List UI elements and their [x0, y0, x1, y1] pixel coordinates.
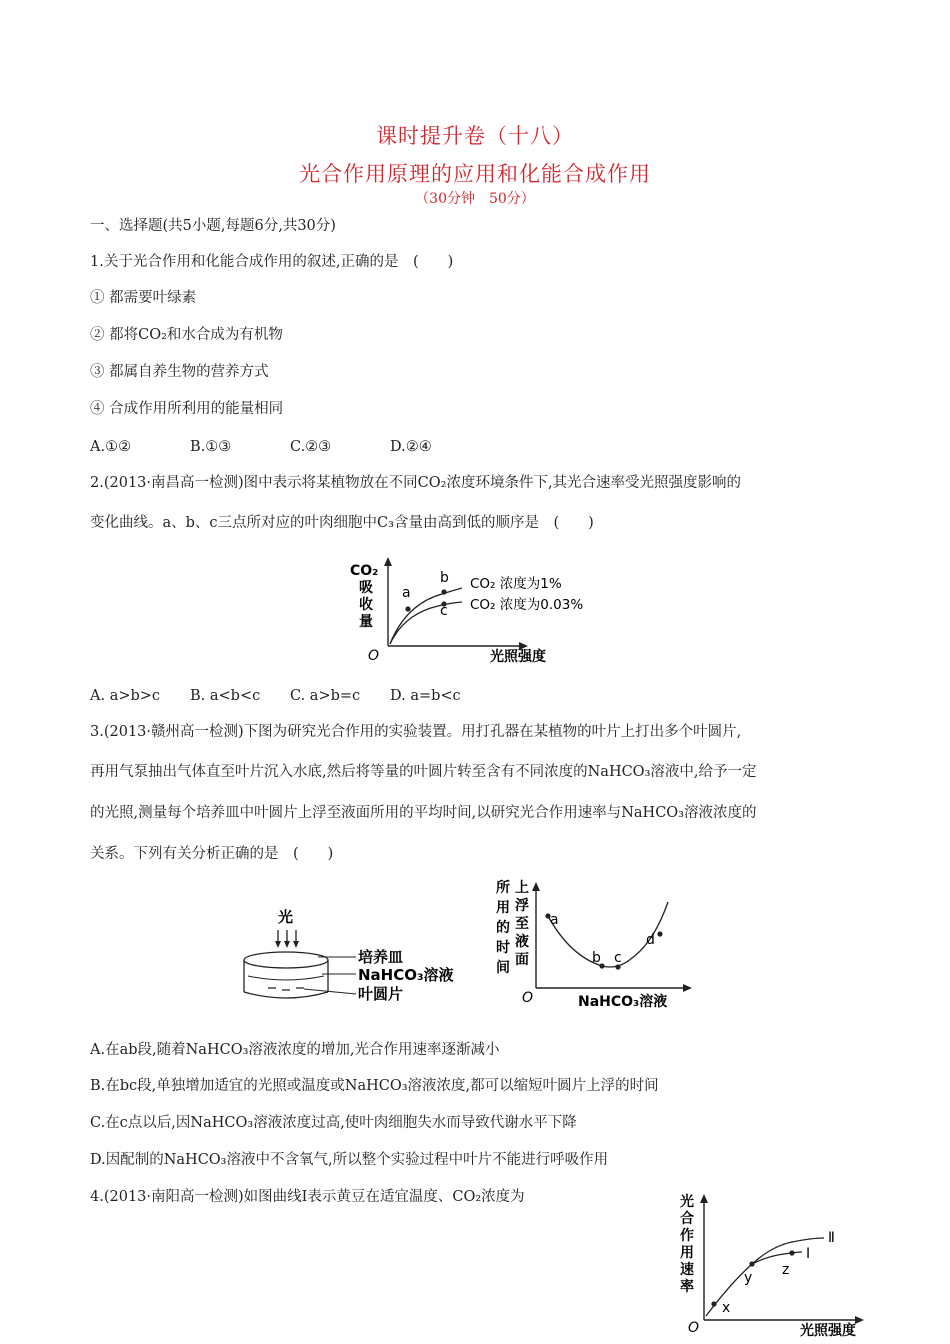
- worksheet-subtitle: 光合作用原理的应用和化能合成作用: [299, 162, 651, 186]
- q3-stem-line1: 3.(2013·赣州高一检测)下图为研究光合作用的实验装置。用打孔器在某植物的叶片上打出多个叶圆片,: [90, 724, 742, 740]
- q2-y-label-1: CO₂: [350, 563, 379, 579]
- time-score-note: （30分钟 50分）: [415, 191, 535, 207]
- q2-origin: O: [368, 648, 380, 664]
- q3-label-b: b: [592, 950, 601, 966]
- q4-y-label-2: 合: [680, 1211, 694, 1227]
- q1-option-d[interactable]: D.②④: [390, 439, 432, 455]
- q2-point-b: [441, 589, 446, 594]
- q4-label-y: y: [744, 1270, 753, 1286]
- q3-light-label: 光: [278, 908, 294, 926]
- q3-y2-label-3: 至: [515, 916, 529, 932]
- q3-y2-label-1: 上: [515, 880, 529, 896]
- q3-label-c: c: [614, 950, 622, 966]
- q4-y-label-5: 速: [680, 1262, 694, 1278]
- q4-y-label-4: 用: [680, 1245, 694, 1261]
- q3-option-a[interactable]: A.在ab段,随着NaHCO₃溶液浓度的增加,光合作用速率逐渐减小: [90, 1042, 500, 1058]
- q2-y-label-3: 收: [359, 597, 373, 613]
- q4-y-label-3: 作: [680, 1228, 694, 1244]
- q3-y-label-5: 间: [496, 960, 510, 976]
- q2-figure: [340, 552, 630, 674]
- q3-y2-label-5: 面: [515, 952, 529, 968]
- q2-y-arrow: [384, 557, 392, 566]
- q3-y-label-2: 用: [496, 900, 510, 916]
- q2-option-d[interactable]: D. a=b<c: [390, 688, 461, 704]
- q2-stem-line1: 2.(2013·南昌高一检测)图中表示将某植物放在不同CO₂浓度环境条件下,其光合速率受光照强度影响的: [90, 475, 742, 491]
- q3-y-label-1: 所: [496, 880, 510, 896]
- q2-label-c: c: [440, 603, 448, 619]
- q3-stem-line2: 再用气泵抽出气体直至叶片沉入水底,然后将等量的叶圆片转至含有不同浓度的NaHCO₃溶液中,给予一定: [90, 764, 757, 780]
- q3-solution-label: NaHCO₃溶液: [358, 966, 454, 984]
- q2-curve-label-low: CO₂ 浓度为0.03%: [470, 597, 584, 613]
- q3-stem-line4: 关系。下列有关分析正确的是 ( ): [90, 846, 334, 862]
- q4-label-x: x: [722, 1300, 731, 1316]
- q3-dish-top: [244, 952, 328, 968]
- q3-dish-bottom: [244, 992, 328, 998]
- q2-curve-label-high: CO₂ 浓度为1%: [470, 576, 562, 592]
- q4-point-x: [711, 1301, 716, 1306]
- q2-y-label-4: 量: [359, 614, 373, 630]
- q4-point-y: [749, 1261, 754, 1266]
- q3-y2-label-2: 浮: [515, 898, 529, 914]
- q3-y-label-3: 的: [496, 920, 510, 936]
- q2-label-b: b: [440, 570, 449, 586]
- q4-curve-label-ii: Ⅱ: [828, 1230, 835, 1246]
- q3-label-a: a: [550, 912, 559, 928]
- q4-stem: 4.(2013·南阳高一检测)如图曲线Ⅰ表示黄豆在适宜温度、CO₂浓度为: [90, 1189, 525, 1205]
- q3-solution-surface: [248, 976, 324, 980]
- q4-y-label-6: 率: [680, 1279, 694, 1295]
- q4-origin: O: [688, 1320, 700, 1336]
- q4-x-label: 光照强度: [800, 1323, 856, 1339]
- q4-label-z: z: [782, 1262, 790, 1278]
- q3-point-d: [657, 931, 662, 936]
- q1-statement-1: ① 都需要叶绿素: [90, 290, 197, 306]
- q2-x-label: 光照强度: [490, 649, 546, 665]
- q3-stem-line3: 的光照,测量每个培养皿中叶圆片上浮至液面所用的平均时间,以研究光合作用速率与NaHCO₃溶液浓度的: [90, 805, 757, 821]
- q1-option-a[interactable]: A.①②: [90, 439, 132, 455]
- q4-y-label-1: 光: [680, 1194, 694, 1210]
- q2-curve-high-co2: [390, 588, 462, 644]
- worksheet-title: 课时提升卷（十八）: [376, 124, 574, 148]
- q2-point-a: [405, 606, 410, 611]
- q3-label-d: d: [646, 932, 655, 948]
- section-heading: 一、选择题(共5小题,每题6分,共30分): [90, 218, 336, 234]
- q2-option-a[interactable]: A. a>b>c: [90, 688, 161, 704]
- q3-origin: O: [522, 990, 534, 1006]
- q1-stem: 1.关于光合作用和化能合成作用的叙述,正确的是 ( ): [90, 254, 454, 270]
- q3-graph-figure: [490, 876, 700, 1010]
- q1-statement-4: ④ 合成作用所利用的能量相同: [90, 401, 284, 417]
- q3-leaf-discs: [268, 988, 304, 990]
- q3-leaf-label: 叶圆片: [358, 985, 404, 1003]
- q4-figure: [672, 1190, 872, 1342]
- q2-y-label-2: 吸: [359, 580, 373, 596]
- q1-statement-2: ② 都将CO₂和水合成为有机物: [90, 327, 283, 343]
- q4-curve-label-i: Ⅰ: [806, 1246, 811, 1262]
- q1-option-b[interactable]: B.①③: [190, 439, 232, 455]
- q3-dish-label: 培养皿: [358, 948, 404, 966]
- q3-x-label: NaHCO₃溶液: [578, 994, 668, 1010]
- q2-option-b[interactable]: B. a<b<c: [190, 688, 261, 704]
- q1-options: [90, 437, 490, 457]
- q2-options: [90, 686, 490, 706]
- q3-option-d[interactable]: D.因配制的NaHCO₃溶液中不含氧气,所以整个实验过程中叶片不能进行呼吸作用: [90, 1152, 609, 1168]
- q2-label-a: a: [402, 585, 411, 601]
- q1-statement-3: ③ 都属自养生物的营养方式: [90, 364, 269, 380]
- q1-option-c[interactable]: C.②③: [290, 439, 332, 455]
- q2-stem-line2: 变化曲线。a、b、c三点所对应的叶肉细胞中C₃含量由高到低的顺序是 ( ): [90, 515, 594, 531]
- q3-y2-label-4: 液: [515, 934, 529, 950]
- q3-option-b[interactable]: B.在bc段,单独增加适宜的光照或温度或NaHCO₃溶液浓度,都可以缩短叶圆片上浮的时间: [90, 1078, 659, 1094]
- q4-point-z: [789, 1250, 794, 1255]
- q3-option-c[interactable]: C.在c点以后,因NaHCO₃溶液浓度过高,使叶肉细胞失水而导致代谢水平下降: [90, 1115, 577, 1131]
- q3-y-label-4: 时: [496, 940, 510, 956]
- q2-option-c[interactable]: C. a>b=c: [290, 688, 361, 704]
- q3-apparatus-figure: [238, 900, 478, 1015]
